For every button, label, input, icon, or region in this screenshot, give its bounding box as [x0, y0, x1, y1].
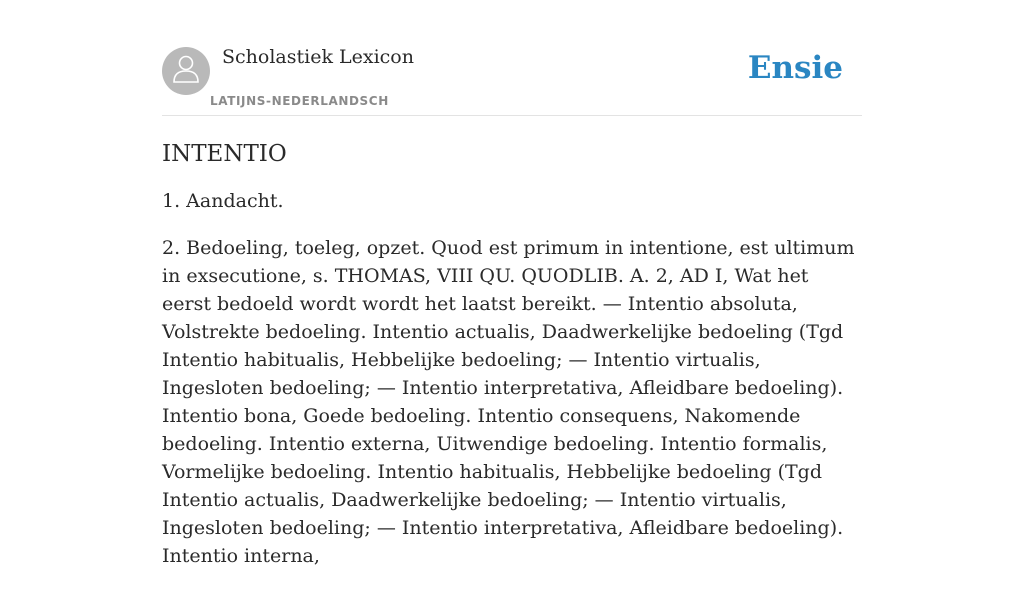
- entry-content: [162, 137, 862, 589]
- book-subtitle: LATIJNS-NEDERLANDSCH: [210, 94, 389, 108]
- brand-logo[interactable]: Ensie: [747, 50, 843, 86]
- user-icon: [171, 53, 201, 90]
- book-title[interactable]: Scholastiek Lexicon: [222, 46, 414, 68]
- entry-title: INTENTIO: [162, 141, 287, 167]
- avatar[interactable]: [162, 47, 210, 95]
- header: [162, 47, 862, 116]
- definition-2: 2. Bedoeling, toeleg, opzet. Quod est primum in intentione, est ultimum in exsecutione, s. THOMAS, VIII QU. QUODLIB. A. 2, AD I, Wat het eerst bedoeld wordt wordt het laatst bereikt. — Intentio absoluta, Volstrekte bedoeling. Intentio actualis, Daadwerkelijke bedoeling (Tgd Intentio habitualis, Hebbelijke bedoeling; — Intentio virtualis, Ingesloten bedoeling; — Intentio interpretativa, Afleidbare bedoeling). Intentio bona, Goede bedoeling. Intentio consequens, Nakomende bedoeling. Intentio externa, Uitwendige bedoeling. Intentio formalis, Vormelijke bedoeling. Intentio habitualis, Hebbelijke bedoeling (Tgd Intentio actualis, Daadwerkelijke bedoeling; — Intentio virtualis, Ingesloten bedoeling; — Intentio interpretativa, Afleidbare bedoeling). Intentio interna,: [162, 237, 855, 567]
- definition-1: 1. Aandacht.: [162, 190, 284, 212]
